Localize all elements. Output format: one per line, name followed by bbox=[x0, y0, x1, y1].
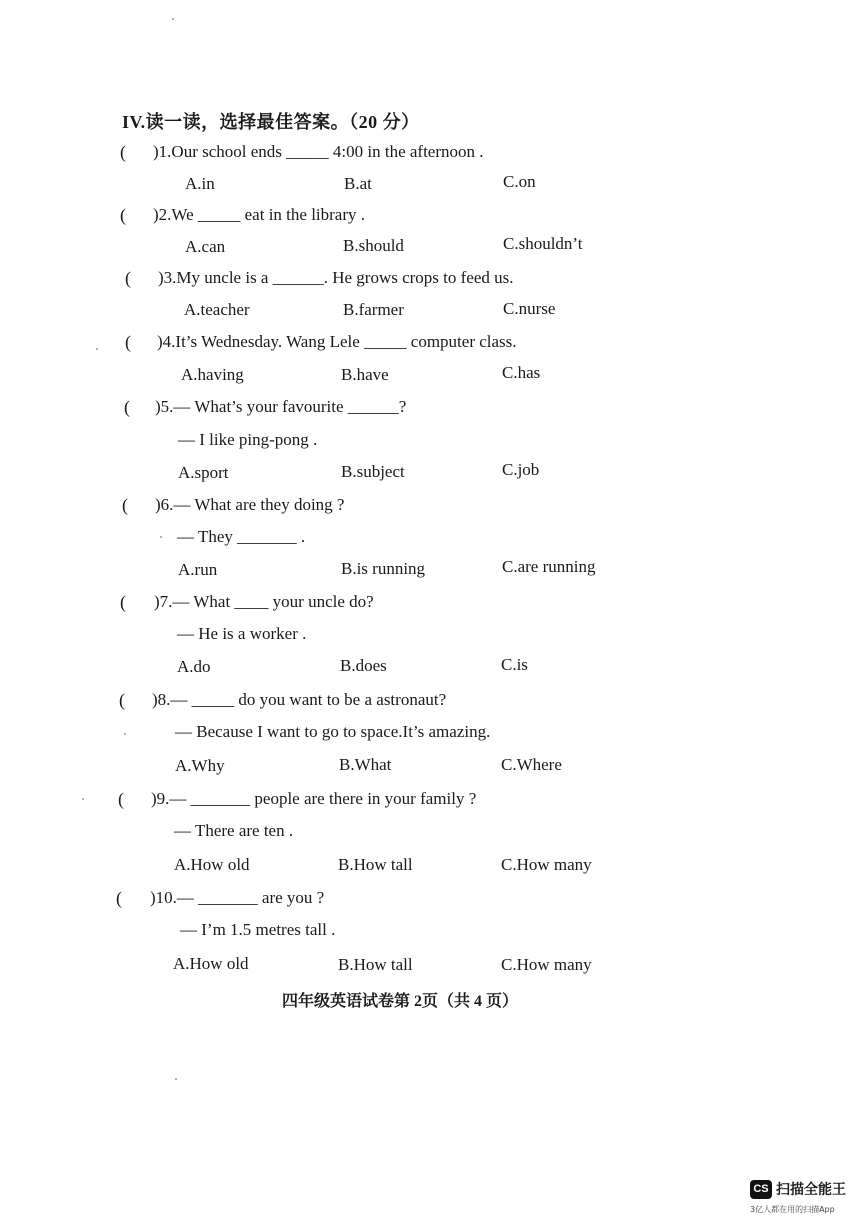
answer-line: — I like ping-pong . bbox=[178, 430, 318, 449]
option-a: A.teacher bbox=[184, 300, 250, 319]
option-c: C.on bbox=[503, 172, 536, 191]
option-b: B.have bbox=[341, 365, 389, 384]
scan-speck bbox=[124, 733, 126, 735]
option-c: C.How many bbox=[501, 855, 592, 874]
answer-paren: ( bbox=[118, 789, 124, 809]
option-b: B.farmer bbox=[343, 300, 404, 319]
answer-paren: ( bbox=[120, 205, 126, 225]
answer-paren: ( bbox=[116, 888, 122, 908]
answer-line: — They _______ . bbox=[177, 527, 306, 546]
option-b: B.How tall bbox=[338, 855, 413, 874]
option-a: A.sport bbox=[178, 463, 229, 482]
answer-paren: ( bbox=[125, 268, 131, 288]
section-title: IV.读一读，选择最佳答案。（20 分） bbox=[122, 112, 420, 132]
option-b: B.What bbox=[339, 755, 392, 774]
scanner-app-name: 扫描全能王 bbox=[776, 1182, 846, 1198]
question-stem: )10.— _______ are you ? bbox=[150, 888, 325, 907]
answer-paren: ( bbox=[124, 397, 130, 417]
scan-speck bbox=[96, 348, 98, 350]
question-stem: )6.— What are they doing ? bbox=[155, 495, 345, 514]
page-footer: 四年级英语试卷第 2页（共 4 页） bbox=[282, 993, 519, 1010]
option-a: A.do bbox=[177, 657, 211, 676]
scanner-tagline: 3亿人都在用的扫描App bbox=[750, 1205, 835, 1214]
answer-line: — I’m 1.5 metres tall . bbox=[180, 920, 336, 939]
question-stem: )1.Our school ends _____ 4:00 in the afternoon . bbox=[153, 142, 484, 161]
option-c: C.Where bbox=[501, 755, 562, 774]
option-a: A.can bbox=[185, 237, 226, 256]
scan-speck bbox=[175, 1078, 177, 1080]
option-a: A.Why bbox=[175, 756, 225, 775]
answer-line: — There are ten . bbox=[174, 821, 294, 840]
scan-speck bbox=[82, 798, 84, 800]
scanner-logo-icon: CS bbox=[750, 1180, 772, 1199]
option-c: C.job bbox=[502, 460, 540, 479]
answer-line: — He is a worker . bbox=[177, 624, 307, 643]
option-c: C.shouldn’t bbox=[503, 234, 583, 253]
option-c: C.is bbox=[501, 655, 528, 674]
question-stem: )3.My uncle is a ______. He grows crops to feed us. bbox=[158, 268, 514, 287]
option-b: B.How tall bbox=[338, 955, 413, 974]
question-stem: )8.— _____ do you want to be a astronaut? bbox=[152, 690, 447, 709]
question-stem: )5.— What’s your favourite ______? bbox=[155, 397, 407, 416]
option-c: C.How many bbox=[501, 955, 592, 974]
option-b: B.subject bbox=[341, 462, 405, 481]
option-c: C.nurse bbox=[503, 299, 556, 318]
option-b: B.is running bbox=[341, 559, 426, 578]
scanner-watermark bbox=[750, 1178, 858, 1220]
answer-line: — Because I want to go to space.It’s amazing. bbox=[175, 722, 491, 741]
scan-speck bbox=[160, 536, 162, 538]
question-stem: )4.It’s Wednesday. Wang Lele _____ computer class. bbox=[157, 332, 517, 351]
option-b: B.should bbox=[343, 236, 404, 255]
scan-speck bbox=[172, 18, 174, 20]
option-a: A.run bbox=[178, 560, 218, 579]
answer-paren: ( bbox=[120, 592, 126, 612]
question-stem: )2.We _____ eat in the library . bbox=[153, 205, 366, 224]
answer-paren: ( bbox=[120, 142, 126, 162]
answer-paren: ( bbox=[122, 495, 128, 515]
answer-paren: ( bbox=[119, 690, 125, 710]
question-stem: )9.— _______ people are there in your family ? bbox=[151, 789, 477, 808]
option-a: A.How old bbox=[173, 954, 249, 973]
question-stem: )7.— What ____ your uncle do? bbox=[154, 592, 374, 611]
option-a: A.How old bbox=[174, 855, 250, 874]
answer-paren: ( bbox=[125, 332, 131, 352]
option-a: A.having bbox=[181, 365, 244, 384]
option-b: B.at bbox=[344, 174, 372, 193]
option-c: C.are running bbox=[502, 557, 596, 576]
option-c: C.has bbox=[502, 363, 541, 382]
option-a: A.in bbox=[185, 174, 215, 193]
option-b: B.does bbox=[340, 656, 387, 675]
